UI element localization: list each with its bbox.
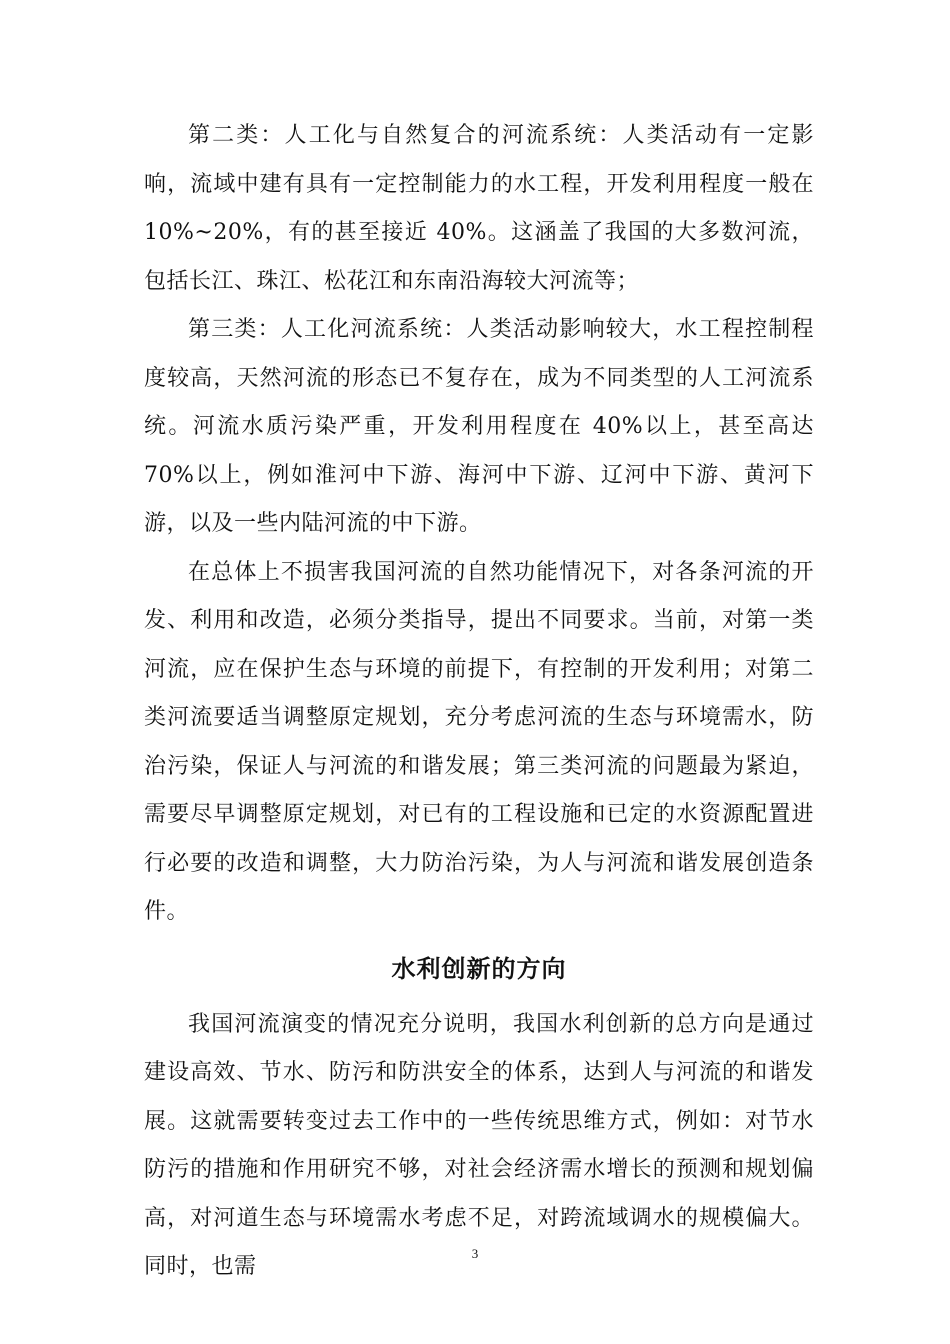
page-number: 3 [471, 1246, 479, 1261]
document-body [144, 112, 814, 1292]
paragraph-classified-guidance: 在总体上不损害我国河流的自然功能情况下，对各条河流的开发、利用和改造，必须分类指导，提出不同要求。当前，对第一类河流，应在保护生态与环境的前提下，有控制的开发利用；对第二类河流要适当调整原定规划，充分考虑河流的生态与环境需水，防治污染，保证人与河流的和谐发展；第三类河流的问题最为紧迫，需要尽早调整原定规划，对已有的工程设施和已定的水资源配置进行必要的改造和调整，大力防治污染，为人与河流和谐发展创造条件。 [144, 559, 814, 924]
section-heading: 水利创新的方向 [391, 953, 567, 983]
paragraph-category-two: 第二类：人工化与自然复合的河流系统：人类活动有一定影响，流域中建有具有一定控制能力的水工程，开发利用程度一般在10%~20%，有的甚至接近 40%。这涵盖了我国的大多数河流，包括长江、珠江、松花江和东南沿海较大河流等； [144, 123, 814, 294]
paragraph-innovation-direction: 我国河流演变的情况充分说明，我国水利创新的总方向是通过建设高效、节水、防污和防洪安全的体系，达到人与河流的和谐发展。这就需要转变过去工作中的一些传统思维方式，例如：对节水防污的措施和作用研究不够，对社会经济需水增长的预测和规划偏高，对河道生态与环境需水考虑不足，对跨流域调水的规模偏大。同时，也需 [144, 1011, 814, 1279]
paragraph-category-three: 第三类：人工化河流系统：人类活动影响较大，水工程控制程度较高，天然河流的形态已不复存在，成为不同类型的人工河流系统。河流水质污染严重，开发利用程度在 40%以上，甚至高达 70%以上，例如淮河中下游、海河中下游、辽河中下游、黄河下游，以及一些内陆河流的中下游。 [144, 317, 814, 536]
